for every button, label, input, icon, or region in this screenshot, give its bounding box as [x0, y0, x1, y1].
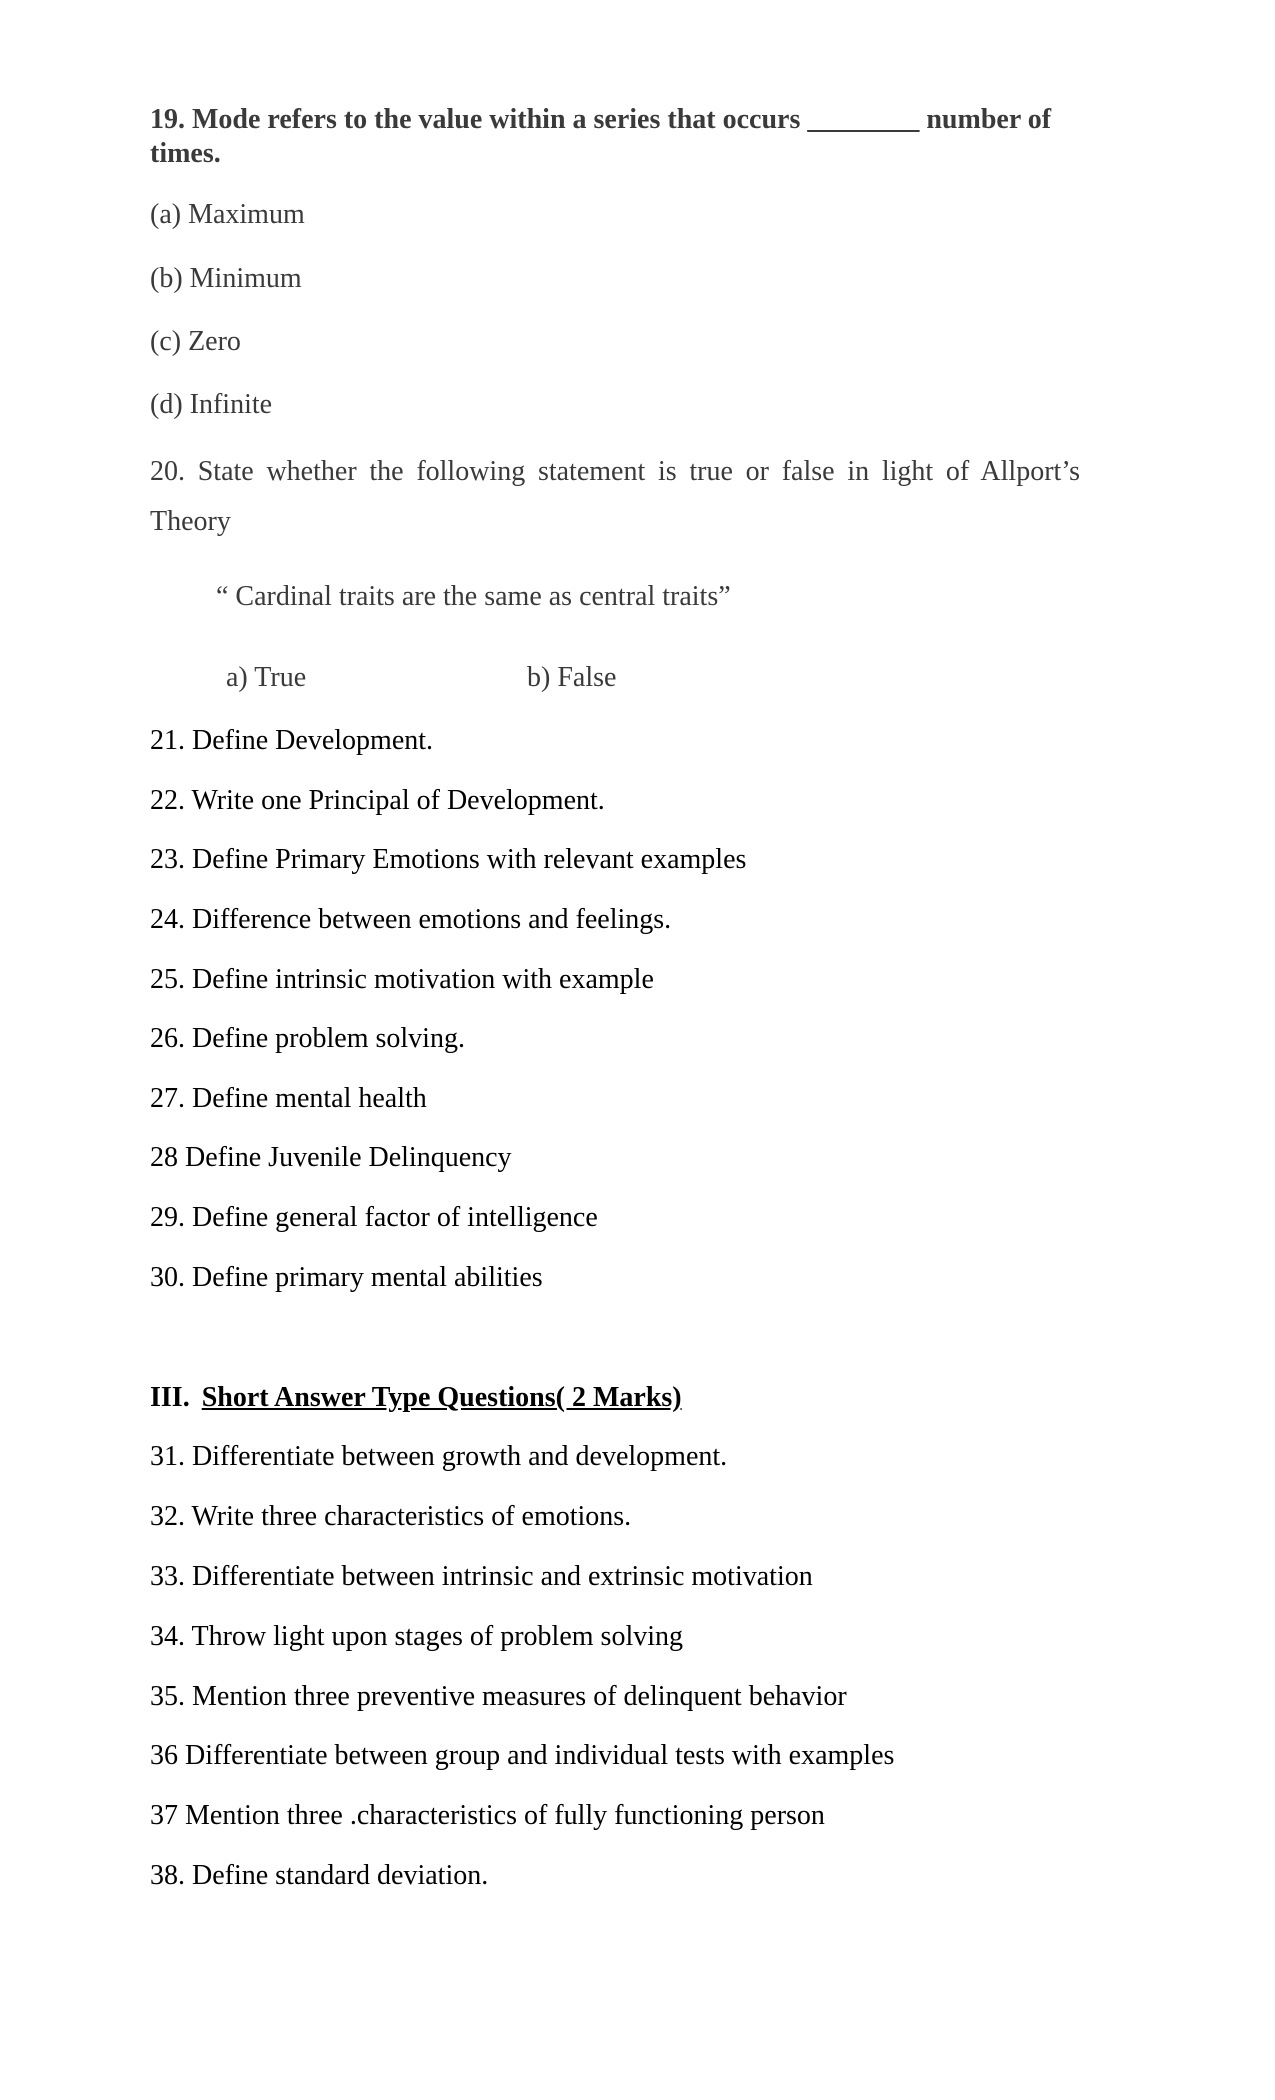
question-31: 31. Differentiate between growth and development.: [150, 1441, 728, 1472]
q20-option-false: b) False: [527, 662, 617, 693]
q19-option-c: (c) Zero: [150, 326, 241, 357]
question-27: 27. Define mental health: [150, 1083, 427, 1114]
question-33: 33. Differentiate between intrinsic and extrinsic motivation: [150, 1561, 813, 1592]
question-28: 28 Define Juvenile Delinquency: [150, 1142, 512, 1173]
question-24: 24. Difference between emotions and feelings.: [150, 904, 672, 935]
question-34: 34. Throw light upon stages of problem solving: [150, 1621, 683, 1652]
question-26: 26. Define problem solving.: [150, 1023, 465, 1054]
question-32: 32. Write three characteristics of emotions.: [150, 1501, 632, 1532]
q20-option-true: a) True: [226, 662, 307, 693]
question-38: 38. Define standard deviation.: [150, 1860, 489, 1891]
section-number: III.: [150, 1382, 190, 1413]
q19-option-a: (a) Maximum: [150, 199, 305, 230]
q19-option-d: (d) Infinite: [150, 389, 273, 420]
q19-option-b: (b) Minimum: [150, 263, 302, 294]
question-22: 22. Write one Principal of Development.: [150, 785, 605, 816]
section-title: Short Answer Type Questions( 2 Marks): [201, 1382, 682, 1413]
question-35: 35. Mention three preventive measures of delinquent behavior: [150, 1681, 847, 1712]
section-heading: [150, 1381, 682, 1415]
question-29: 29. Define general factor of intelligence: [150, 1202, 598, 1233]
question-37: 37 Mention three .characteristics of fully functioning person: [150, 1800, 825, 1831]
question-23: 23. Define Primary Emotions with relevant examples: [150, 844, 747, 875]
question-21: 21. Define Development.: [150, 725, 434, 756]
question-19: 19. Mode refers to the value within a series that occurs ________ number of times.: [150, 104, 1052, 169]
question-25: 25. Define intrinsic motivation with example: [150, 964, 654, 995]
question-30: 30. Define primary mental abilities: [150, 1262, 543, 1293]
q20-statement: “ Cardinal traits are the same as central traits”: [216, 581, 731, 612]
question-36: 36 Differentiate between group and individual tests with examples: [150, 1740, 895, 1771]
question-20: 20. State whether the following statement is true or false in light of Allport’s Theory: [150, 456, 1080, 537]
